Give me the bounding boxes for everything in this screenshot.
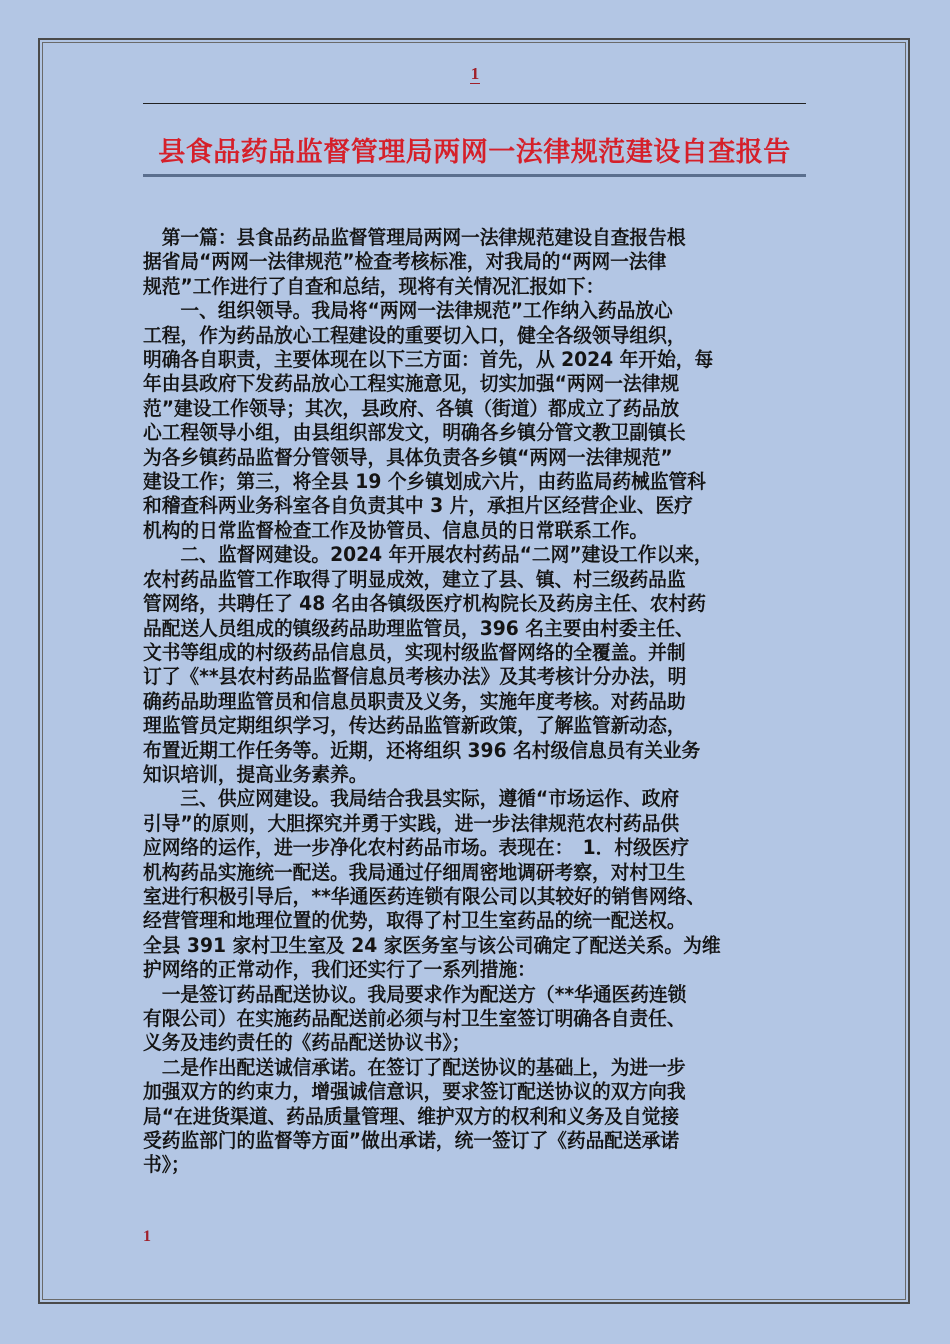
body-line: 护网络的正常动作，我们还实行了一系列措施： <box>143 958 536 982</box>
body-line: 明确各自职责，主要体现在以下三方面：首先，从 2024 年开始，每 <box>143 348 714 372</box>
header-rule <box>143 103 806 104</box>
body-line: 年由县政府下发药品放心工程实施意见，切实加强“两网一法律规 <box>143 372 680 396</box>
body-line: 布置近期工作任务等。近期，还将组织 396 名村级信息员有关业务 <box>143 738 701 762</box>
body-line: 一、组织领导。我局将“两网一法律规范”工作纳入药品放心 <box>143 299 673 323</box>
body-line: 规范”工作进行了自查和总结，现将有关情况汇报如下： <box>143 274 605 298</box>
body-line: 工程，作为药品放心工程建设的重要切入口，健全各级领导组织， <box>143 323 686 347</box>
body-line: 局“在进货渠道、药品质量管理、维护双方的权利和义务及自觉接 <box>143 1104 680 1128</box>
body-line: 书》； <box>143 1153 190 1177</box>
body-line: 确药品助理监管员和信息员职责及义务，实施年度考核。对药品助 <box>143 689 686 713</box>
body-line: 据省局“两网一法律规范”检查考核标准，对我局的“两网一法律 <box>143 250 667 274</box>
body-line: 和稽查科两业务科室各自负责其中 3 片，承担片区经营企业、医疗 <box>143 494 693 518</box>
body-line: 订了《**县农村药品监督信息员考核办法》及其考核计分办法，明 <box>143 665 687 689</box>
body-line: 加强双方的约束力，增强诚信意识，要求签订配送协议的双方向我 <box>143 1080 686 1104</box>
body-line: 为各乡镇药品监督分管领导，具体负责各乡镇“两网一法律规范” <box>143 445 673 469</box>
body-line: 文书等组成的村级药品信息员，实现村级监督网络的全覆盖。并制 <box>143 640 686 664</box>
body-line: 经营管理和地理位置的优势，取得了村卫生室药品的统一配送权。 <box>143 909 686 933</box>
document-title: 县食品药品监督管理局两网一法律规范建设自查报告 <box>158 137 791 168</box>
title-underline <box>143 174 806 177</box>
body-line: 全县 391 家村卫生室及 24 家医务室与该公司确定了配送关系。为维 <box>143 933 721 957</box>
body-line: 三、供应网建设。我局结合我县实际，遵循“市场运作、政府 <box>143 787 680 811</box>
body-line: 室进行积极引导后，**华通医药连锁有限公司以其较好的销售网络、 <box>143 884 706 908</box>
body-line: 知识培训，提高业务素养。 <box>143 762 368 786</box>
footer-page-number: 1 <box>143 1228 151 1245</box>
body-line: 受药监部门的监督等方面”做出承诺，统一签订了《药品配送承诺 <box>143 1129 680 1153</box>
body-line: 建设工作；第三，将全县 19 个乡镇划成六片，由药监局药械监管科 <box>143 470 706 494</box>
document-body <box>143 226 823 1178</box>
body-line: 品配送人员组成的镇级药品助理监管员，396 名主要由村委主任、 <box>143 616 694 640</box>
body-line: 二、监督网建设。2024 年开展农村药品“二网”建设工作以来， <box>143 543 713 567</box>
body-line: 理监管员定期组织学习，传达药品监管新政策，了解监管新动态， <box>143 714 686 738</box>
body-line: 管网络，共聘任了 48 名由各镇级医疗机构院长及药房主任、农村药 <box>143 592 706 616</box>
body-line: 引导”的原则，大胆探究并勇于实践，进一步法律规范农村药品供 <box>143 811 680 835</box>
body-line: 范”建设工作领导；其次，县政府、各镇（街道）都成立了药品放 <box>143 396 680 420</box>
body-line: 农村药品监管工作取得了明显成效，建立了县、镇、村三级药品监 <box>143 567 686 591</box>
header-page-number <box>0 64 950 84</box>
body-line: 二是作出配送诚信承诺。在签订了配送协议的基础上，为进一步 <box>143 1055 686 1079</box>
body-line: 义务及违约责任的《药品配送协议书》； <box>143 1031 471 1055</box>
body-line: 应网络的运作，进一步净化农村药品市场。表现在： 1．村级医疗 <box>143 836 690 860</box>
header-page-number-text: 1 <box>470 64 480 83</box>
body-line: 第一篇：县食品药品监督管理局两网一法律规范建设自查报告根 <box>143 226 686 249</box>
body-line: 机构药品实施统一配送。我局通过仔细周密地调研考察，对村卫生 <box>143 860 686 884</box>
body-line: 一是签订药品配送协议。我局要求作为配送方（**华通医药连锁 <box>143 982 687 1006</box>
body-line: 心工程领导小组，由县组织部发文，明确各乡镇分管文教卫副镇长 <box>143 421 686 445</box>
body-line: 有限公司）在实施药品配送前必须与村卫生室签订明确各自责任、 <box>143 1007 686 1030</box>
body-line: 机构的日常监督检查工作及协管员、信息员的日常联系工作。 <box>143 518 649 542</box>
